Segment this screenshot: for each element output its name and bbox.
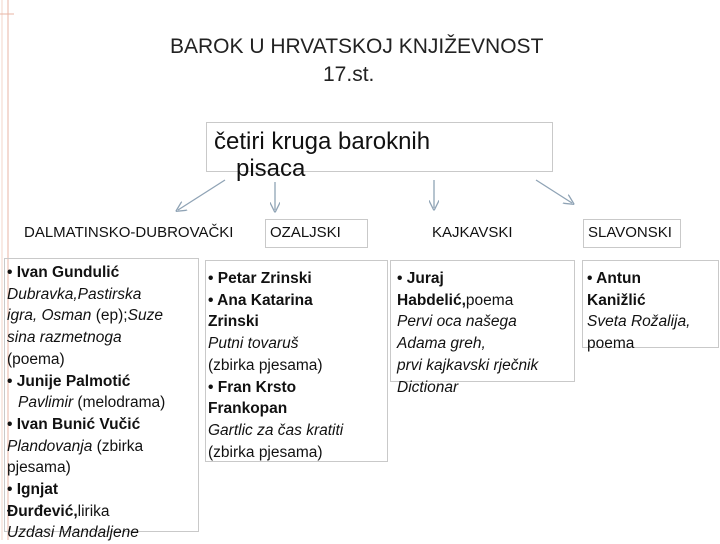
ozaljski-authors <box>208 268 343 463</box>
genre-pjesama: pjesama) <box>7 459 71 477</box>
genre-poema-slav: poema <box>587 335 635 353</box>
category-dalmatinsko: DALMATINSKO-DUBROVAČKI <box>24 224 234 241</box>
genre-poema: (poema) <box>7 350 65 368</box>
genre-zbirka: (zbirka <box>92 437 144 455</box>
category-kajkavski: KAJKAVSKI <box>432 224 513 241</box>
work-plandovanja: Plandovanja <box>7 437 93 455</box>
author-frankopan: Frankopan <box>208 400 288 418</box>
genre-ep: (ep); <box>91 307 128 325</box>
work-rjecnik: prvi kajkavski rječnik <box>397 356 539 374</box>
category-slavonski: SLAVONSKI <box>588 224 672 241</box>
author-palmotic: • Junije Palmotić <box>7 372 131 390</box>
center-topic-line1: četiri kruga baroknih <box>214 128 431 155</box>
genre-zbirka-pjesama-2: (zbirka pjesama) <box>208 443 323 461</box>
work-sina-razmetnoga: sina razmetnoga <box>7 329 122 347</box>
arrow-dalmatinsko <box>178 180 225 210</box>
author-gundulic: • Ivan Gundulić <box>7 264 120 281</box>
slide-title: BAROK U HRVATSKOJ KNJIŽEVNOST <box>170 35 544 58</box>
arrow-slavonski <box>536 180 572 203</box>
author-ana-katarina: • Ana Katarina <box>208 291 313 309</box>
work-pervi-oca: Pervi oca našega <box>397 313 517 331</box>
work-dictionar: Dictionar <box>397 378 459 396</box>
author-zrinski: Zrinski <box>208 313 259 331</box>
genre-lirika: lirika <box>77 502 110 520</box>
author-bunic: • Ivan Bunić Vučić <box>7 415 141 433</box>
author-ignjat: • Ignjat <box>7 481 59 499</box>
work-suze: Suze <box>127 307 163 325</box>
category-ozaljski: OZALJSKI <box>270 224 341 241</box>
center-topic-line2: pisaca <box>236 155 306 182</box>
author-juraj: • Juraj <box>397 270 444 287</box>
genre-zbirka-pjesama: (zbirka pjesama) <box>208 356 323 374</box>
kajkavski-authors <box>397 268 538 398</box>
work-gartlic: Gartlic za čas kratiti <box>208 421 344 439</box>
author-habdelic: Habdelić, <box>397 291 466 309</box>
author-petar-zrinski: • Petar Zrinski <box>208 270 312 287</box>
work-uzdasi: Uzdasi Mandaljene <box>7 524 139 542</box>
work-sveta-rozalija: Sveta Rožalija, <box>587 313 691 331</box>
genre-melodrama: (melodrama) <box>73 394 166 412</box>
work-igra-osman: igra, Osman <box>7 307 92 325</box>
genre-poema-kaj: poema <box>465 291 514 309</box>
work-pavlimir: Pavlimir <box>18 394 74 412</box>
author-fran-krsto: • Fran Krsto <box>208 378 297 396</box>
author-durdevic: Đurđević, <box>7 502 78 520</box>
author-kanizlic: Kanižlić <box>587 291 646 309</box>
work-putni-tovarus: Putni tovaruš <box>208 335 299 353</box>
slide-subtitle: 17.st. <box>323 63 375 86</box>
work-dubravka: Dubravka,Pastirska <box>7 285 142 303</box>
author-antun: • Antun <box>587 270 641 287</box>
slavonski-authors <box>587 268 690 355</box>
work-adama-greh: Adama greh, <box>397 335 486 353</box>
dalmatinsko-authors <box>7 262 165 544</box>
